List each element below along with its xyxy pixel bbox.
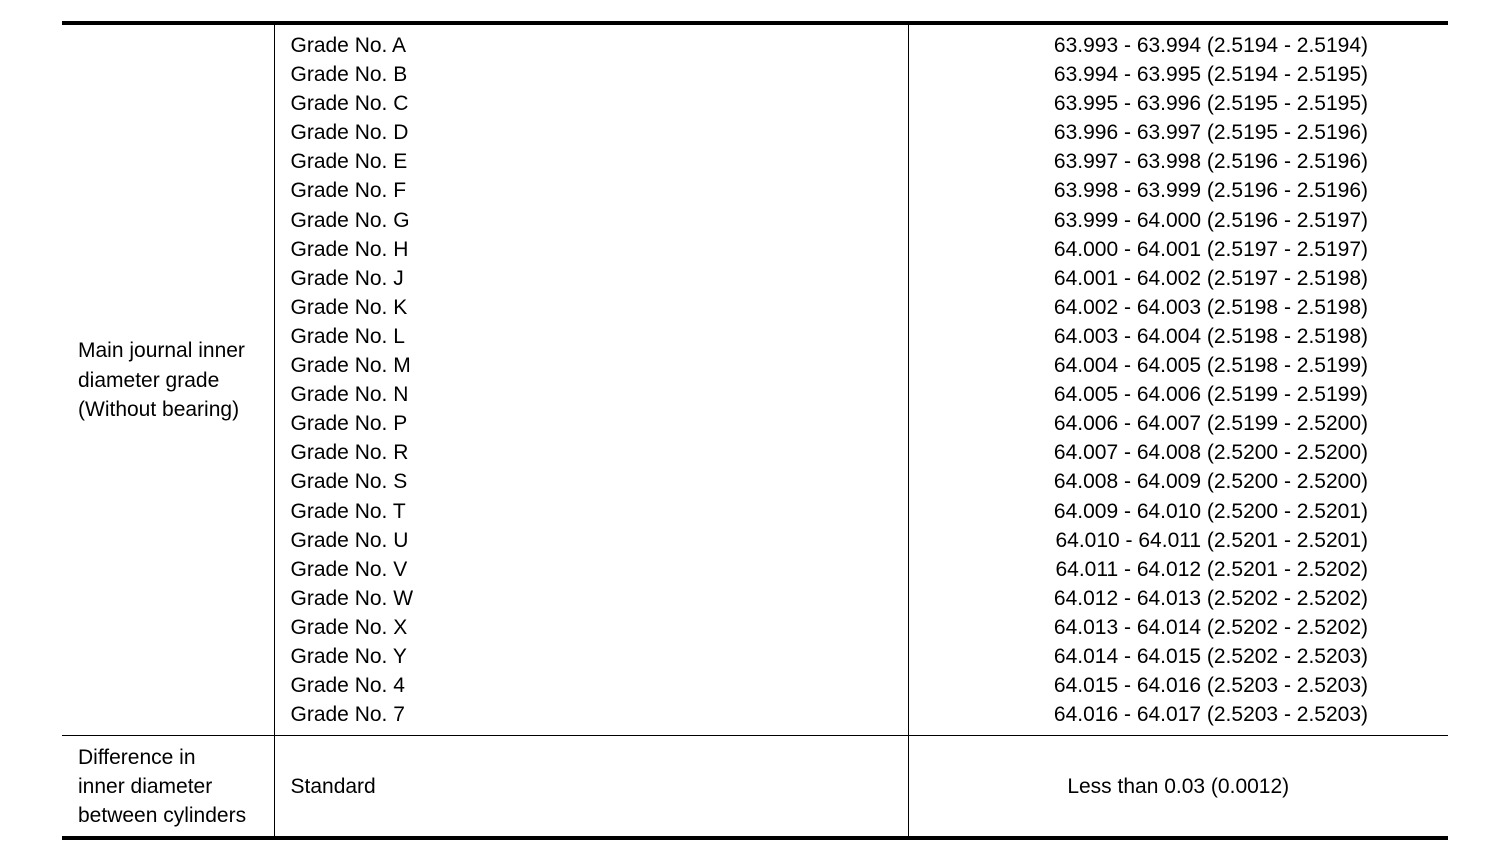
grade-label: Grade No. K: [290, 295, 408, 319]
grade-value: 64.007 - 64.008 (2.5200 - 2.5200): [1053, 441, 1368, 465]
specification-table: [62, 21, 1448, 840]
item-cell-difference: [62, 736, 274, 839]
grade-label: Grade No. V: [290, 557, 408, 581]
grade-value: 63.997 - 63.998 (2.5196 - 2.5196): [1053, 150, 1368, 174]
grade-value: 64.008 - 64.009 (2.5200 - 2.5200): [1053, 470, 1368, 494]
standard-label: Standard: [274, 736, 908, 839]
grade-value: 64.012 - 64.013 (2.5202 - 2.5202): [1053, 586, 1368, 610]
grade-value: 64.009 - 64.010 (2.5200 - 2.5201): [1053, 499, 1368, 523]
grade-value: 64.011 - 64.012 (2.5201 - 2.5202): [1055, 557, 1368, 581]
grade-value: 64.010 - 64.011 (2.5201 - 2.5201): [1055, 528, 1368, 552]
grade-label: Grade No. S: [290, 470, 408, 494]
grade-value: 63.998 - 63.999 (2.5196 - 2.5196): [1053, 179, 1368, 203]
item-cell-main-journal: [62, 23, 274, 736]
grade-label: Grade No. A: [290, 34, 407, 57]
grade-label: Grade No. J: [290, 266, 404, 290]
grade-label: Grade No. 7: [290, 703, 405, 727]
grade-label: Grade No. Y: [290, 644, 407, 668]
grade-value: 63.995 - 63.996 (2.5195 - 2.5195): [1053, 92, 1368, 116]
grade-value: 63.996 - 63.997 (2.5195 - 2.5196): [1053, 121, 1368, 145]
grade-label: Grade No. F: [290, 179, 407, 203]
grade-value: 64.014 - 64.015 (2.5202 - 2.5203): [1053, 644, 1368, 668]
value-list-cell: [908, 23, 1448, 736]
grade-label: Grade No. G: [290, 208, 410, 232]
grade-label: Grade No. L: [290, 324, 405, 348]
grade-value: 64.001 - 64.002 (2.5197 - 2.5198): [1053, 266, 1368, 290]
grade-list-cell: [274, 23, 908, 736]
grade-label: Grade No. W: [290, 586, 414, 610]
grade-label: Grade No. T: [290, 499, 406, 523]
table-row-main-journal: [62, 23, 1448, 736]
grade-value: 64.006 - 64.007 (2.5199 - 2.5200): [1053, 412, 1368, 436]
grade-value: 64.015 - 64.016 (2.5203 - 2.5203): [1053, 674, 1368, 698]
item-label-line: Main journal inner: [78, 339, 245, 363]
grade-label: Grade No. R: [290, 441, 409, 465]
grade-value: 64.000 - 64.001 (2.5197 - 2.5197): [1053, 237, 1368, 261]
grade-label: Grade No. U: [290, 528, 409, 552]
grade-value: 63.993 - 63.994 (2.5194 - 2.5194): [1053, 34, 1368, 57]
grade-value: 64.005 - 64.006 (2.5199 - 2.5199): [1053, 383, 1368, 407]
grade-value: 64.003 - 64.004 (2.5198 - 2.5198): [1053, 324, 1368, 348]
grade-label: Grade No. H: [290, 237, 409, 261]
grade-value: 63.994 - 63.995 (2.5194 - 2.5195): [1053, 63, 1368, 87]
item-label-line: diameter grade: [78, 368, 220, 392]
item-label-line: inner diameter: [78, 774, 213, 798]
item-label-line: between cylinders: [78, 803, 247, 827]
standard-value: Less than 0.03 (0.0012): [908, 736, 1448, 839]
grade-label: Grade No. P: [290, 412, 408, 436]
grade-label: Grade No. N: [290, 383, 409, 407]
grade-value: 64.004 - 64.005 (2.5198 - 2.5199): [1053, 354, 1368, 378]
grade-value: 64.013 - 64.014 (2.5202 - 2.5202): [1053, 615, 1368, 639]
grade-label: Grade No. X: [290, 615, 408, 639]
item-label-line: Difference in: [78, 745, 196, 769]
grade-label: Grade No. M: [290, 354, 411, 378]
grade-label: Grade No. D: [290, 121, 409, 145]
grade-label: Grade No. E: [290, 150, 408, 174]
table-row-difference: [62, 736, 1448, 839]
item-label-line: (Without bearing): [78, 397, 240, 421]
grade-label: Grade No. C: [290, 92, 409, 116]
grade-value: 64.016 - 64.017 (2.5203 - 2.5203): [1053, 703, 1368, 727]
grade-value: 64.002 - 64.003 (2.5198 - 2.5198): [1053, 295, 1368, 319]
grade-label: Grade No. B: [290, 63, 408, 87]
grade-value: 63.999 - 64.000 (2.5196 - 2.5197): [1053, 208, 1368, 232]
grade-label: Grade No. 4: [290, 674, 405, 698]
